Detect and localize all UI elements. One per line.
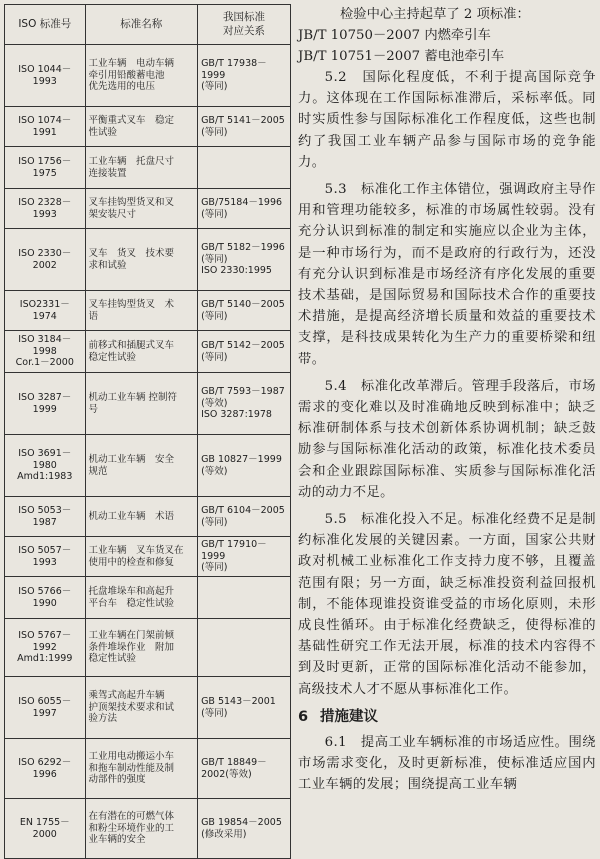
table-row [5,799,291,859]
standard-name-cell: 叉车挂钩型货叉 术 语 [85,291,198,331]
chinese-standard-cell [198,147,291,189]
iso-number-cell: ISO 3287－1999 [5,373,86,435]
iso-number-cell: ISO 5766－1990 [5,577,86,619]
standard-name-cell: 工业车辆 电动车辆 牵引用铅酸蓄电池 优先选用的电压 [85,45,198,107]
iso-number-cell: ISO 3184－1998 Cor.1－2000 [5,331,86,373]
chinese-standard-cell: GB/T 7593－1987 (等效) ISO 3287:1978 [198,373,291,435]
chinese-standard-cell: GB 19854－2005 (修改采用) [198,799,291,859]
table-row [5,331,291,373]
standard-name-cell: 叉车 货叉 技术要 求和试验 [85,229,198,291]
chinese-standard-cell: GB/T 18849－ 2002(等效) [198,739,291,799]
standard-name-cell: 机动工业车辆 安全 规范 [85,435,198,497]
table-row [5,435,291,497]
chinese-standard-cell: GB/T 5142－2005 (等同) [198,331,291,373]
standard-name-cell: 在有潜在的可燃气体 和粉尘环境作业的工 业车辆的安全 [85,799,198,859]
iso-number-cell: ISO 5057－1993 [5,537,86,577]
table-row [5,373,291,435]
paragraph-6-1: 6.1 提高工业车辆标准的市场适应性。围绕市场需求变化，及时更新标准，使标准适应国内工业车辆的发展；围绕提高工业车辆 [298,734,596,793]
chinese-standard-cell [198,619,291,677]
paragraph-5-2: 5.2 国际化程度低，不利于提高国际竞争力。这体现在工作国际标准滞后，采标率低。同时实质性参与国际标准化工作程度低，这些也制约了我国工业车辆产品参与国际市场的竞争能力。 [298,70,596,170]
standard-name-cell: 机动工业车辆 控制符 号 [85,373,198,435]
chinese-standard-cell: GB/T 6104－2005 (等同) [198,497,291,537]
paragraph-5-3: 5.3 标准化工作主体错位，强调政府主导作用和管理功能较多，标准的市场属性较弱。没有充分认识到标准的制定和实施应以企业为主体，是一种市场行为，而不是政府的行政行为，还没有充分认识到标准是市场经济有序化发展的重要技术基础，是国际贸易和国际技术合作的重要技术措施，是提高经济增长质量和效益的重要技术支撑，是科技成果转化为生产力的重要桥梁和纽带。 [298,182,596,367]
iso-number-cell: ISO 6055－1997 [5,677,86,739]
iso-number-cell: EN 1755－2000 [5,799,86,859]
table-row [5,189,291,229]
paragraph-5-4: 5.4 标准化改革滞后。管理手段落后，市场需求的变化难以及时准确地反映到标准中；缺乏标准研制体系与技术创新体系协调机制；缺乏鼓励参与国际标准化活动的政策，标准化技术委员会和企业跟踪国际标准、实质参与国际标准化活动的动力不足。 [298,378,596,500]
table-row [5,497,291,537]
chinese-standard-cell: GB/T 5140－2005 (等同) [198,291,291,331]
standard-name-cell: 前移式和插腿式叉车 稳定性试验 [85,331,198,373]
header-iso-number: ISO 标准号 [5,5,86,45]
iso-number-cell: ISO 5053－1987 [5,497,86,537]
section-6-title: 措施建议 [320,708,378,725]
iso-number-cell: ISO 6292－1996 [5,739,86,799]
standard-name-cell: 工业车辆在门架前倾 条件堆垛作业 附加 稳定性试验 [85,619,198,677]
iso-number-cell: ISO 5767－1992 Amd1:1999 [5,619,86,677]
header-chinese-standard: 我国标准 对应关系 [198,5,291,45]
standard-name-cell: 叉车挂钩型货叉和叉 架安装尺寸 [85,189,198,229]
table-row [5,739,291,799]
chinese-standard-cell: GB 10827－1999 (等效) [198,435,291,497]
iso-number-cell: ISO 3691－1980 Amd1:1983 [5,435,86,497]
standard-name-cell: 工业车辆 叉车货叉在 使用中的检查和修复 [85,537,198,577]
iso-number-cell: ISO 1044－1993 [5,45,86,107]
chinese-standard-cell [198,577,291,619]
standards-list [298,4,596,67]
table-row [5,147,291,189]
table-row [5,537,291,577]
paragraph-5-5: 5.5 标准化投入不足。标准化经费不足是制约标准化发展的关键因素。一方面，国家公共财政对机械工业标准化工作支持力度不够，且覆盖范围有限；另一方面，缺乏标准投资利益回报机制，不能体现谁投资谁受益的市场化原则，未形成良性循环。由于标准化经费缺乏，使得标准的基础性研究工作无法开展，标准的技术内容得不到及时更新，正常的国际标准化活动不能参加，高级技术人才不愿从事标准化工作。 [298,512,596,697]
standard-name-cell: 工业车辆 托盘尺寸 连接装置 [85,147,198,189]
standard-name-cell: 托盘堆垛车和高起升 平台车 稳定性试验 [85,577,198,619]
chinese-standard-cell: GB/T 5141－2005 (等同) [198,107,291,147]
chinese-standard-cell: GB/T 17910－1999 (等同) [198,537,291,577]
chinese-standard-cell: GB/75184－1996 (等同) [198,189,291,229]
section-6-number: 6 [298,708,309,725]
table-row [5,577,291,619]
right-column-text [298,4,596,800]
standard-name-cell: 机动工业车辆 术语 [85,497,198,537]
iso-number-cell: ISO2331－1974 [5,291,86,331]
iso-number-cell: ISO 1756－1975 [5,147,86,189]
table-row [5,619,291,677]
standard-name-cell: 平衡重式叉车 稳定 性试验 [85,107,198,147]
intro-line: 检验中心主持起草了 2 项标准： [340,7,530,22]
table-row [5,45,291,107]
iso-standards-table [4,4,291,859]
iso-number-cell: ISO 2328－1993 [5,189,86,229]
standard-name-cell: 乘驾式高起升车辆 护顶架技术要求和试 验方法 [85,677,198,739]
chinese-standard-cell: GB/T 17938－1999 (等同) [198,45,291,107]
standard-name-cell: 工业用电动搬运小车 和拖车制动性能及制 动部件的强度 [85,739,198,799]
table-row [5,107,291,147]
chinese-standard-cell: GB 5143－2001 (等同) [198,677,291,739]
standard-line-1: JB/T 10750－2007 内燃牵引车 [298,28,491,43]
section-6-heading [298,706,596,728]
table-header-row [5,5,291,45]
header-standard-name: 标准名称 [85,5,198,45]
table-row [5,291,291,331]
standard-line-2: JB/T 10751－2007 蓄电池牵引车 [298,49,505,64]
chinese-standard-cell: GB/T 5182－1996 (等同) ISO 2330:1995 [198,229,291,291]
table-row [5,229,291,291]
iso-number-cell: ISO 2330－2002 [5,229,86,291]
table-row [5,677,291,739]
iso-number-cell: ISO 1074－1991 [5,107,86,147]
